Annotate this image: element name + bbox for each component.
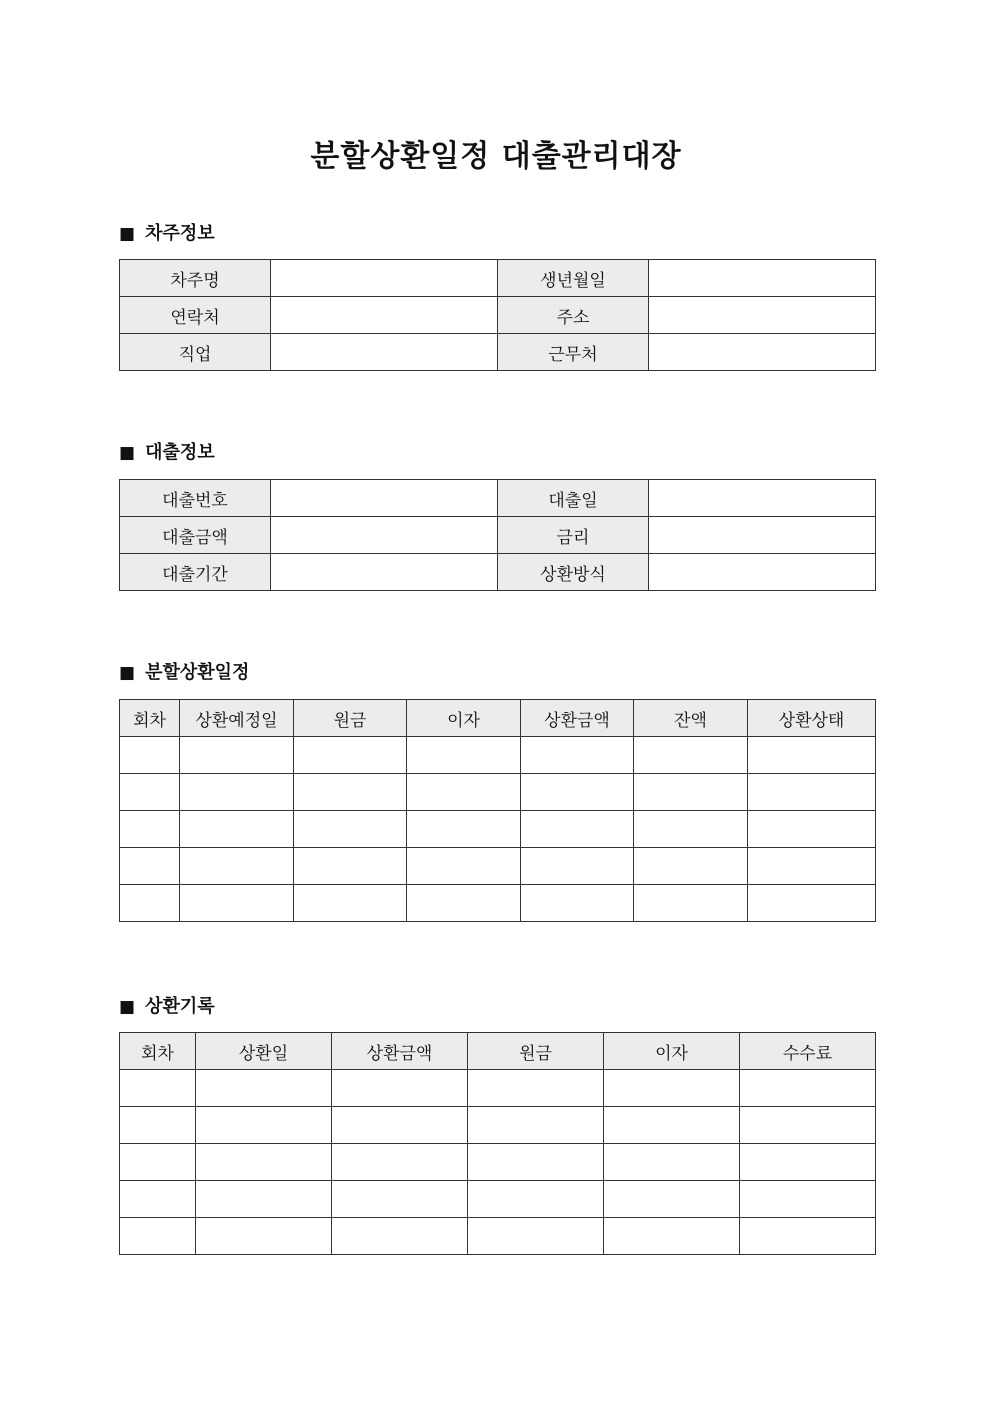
table-cell[interactable] xyxy=(634,737,748,774)
table-cell[interactable] xyxy=(521,885,634,922)
table-cell[interactable] xyxy=(120,848,180,885)
table-cell[interactable] xyxy=(521,848,634,885)
table-cell[interactable] xyxy=(604,1218,740,1255)
loan-info-table xyxy=(119,479,876,591)
table-cell[interactable] xyxy=(407,848,521,885)
field-value[interactable] xyxy=(649,260,876,297)
column-header: 이자 xyxy=(604,1033,740,1070)
table-row xyxy=(120,334,876,371)
table-cell[interactable] xyxy=(740,1107,876,1144)
section-heading-borrower xyxy=(119,222,215,246)
table-cell[interactable] xyxy=(294,885,407,922)
table-cell[interactable] xyxy=(407,774,521,811)
table-row xyxy=(120,811,876,848)
table-cell[interactable] xyxy=(332,1144,468,1181)
table-cell[interactable] xyxy=(740,1218,876,1255)
table-cell[interactable] xyxy=(604,1181,740,1218)
field-label: 대출일 xyxy=(498,480,649,517)
table-cell[interactable] xyxy=(521,774,634,811)
table-cell[interactable] xyxy=(468,1070,604,1107)
table-cell[interactable] xyxy=(634,811,748,848)
table-row xyxy=(120,1218,876,1255)
field-label: 연락처 xyxy=(120,297,271,334)
field-value[interactable] xyxy=(649,480,876,517)
table-cell[interactable] xyxy=(196,1181,332,1218)
table-cell[interactable] xyxy=(180,885,294,922)
section-heading-loan xyxy=(119,441,215,465)
table-row xyxy=(120,848,876,885)
table-row xyxy=(120,737,876,774)
table-cell[interactable] xyxy=(294,811,407,848)
table-cell[interactable] xyxy=(180,774,294,811)
section-heading-repayment xyxy=(119,995,215,1019)
table-cell[interactable] xyxy=(468,1107,604,1144)
table-cell[interactable] xyxy=(120,811,180,848)
field-label: 주소 xyxy=(498,297,649,334)
table-cell[interactable] xyxy=(332,1181,468,1218)
column-header: 수수료 xyxy=(740,1033,876,1070)
column-header: 회차 xyxy=(120,1033,196,1070)
table-row xyxy=(120,774,876,811)
table-cell[interactable] xyxy=(294,848,407,885)
table-cell[interactable] xyxy=(120,1107,196,1144)
table-cell[interactable] xyxy=(196,1218,332,1255)
section-heading-schedule xyxy=(119,661,249,685)
field-value[interactable] xyxy=(649,554,876,591)
field-value[interactable] xyxy=(649,334,876,371)
table-cell[interactable] xyxy=(120,1144,196,1181)
table-cell[interactable] xyxy=(120,774,180,811)
section-title: 분할상환일정 xyxy=(145,662,250,683)
table-row xyxy=(120,517,876,554)
table-cell[interactable] xyxy=(196,1144,332,1181)
table-cell[interactable] xyxy=(634,774,748,811)
table-cell[interactable] xyxy=(196,1107,332,1144)
field-value[interactable] xyxy=(649,517,876,554)
table-cell[interactable] xyxy=(120,885,180,922)
column-header: 이자 xyxy=(407,700,521,737)
field-value[interactable] xyxy=(271,297,498,334)
table-cell[interactable] xyxy=(468,1181,604,1218)
table-row xyxy=(120,1181,876,1218)
field-value[interactable] xyxy=(649,297,876,334)
square-bullet-icon: ■ xyxy=(119,997,136,1017)
table-cell[interactable] xyxy=(604,1070,740,1107)
field-label: 금리 xyxy=(498,517,649,554)
table-cell[interactable] xyxy=(634,885,748,922)
field-label: 대출번호 xyxy=(120,480,271,517)
table-cell[interactable] xyxy=(120,1070,196,1107)
table-row xyxy=(120,260,876,297)
field-value[interactable] xyxy=(271,517,498,554)
table-cell[interactable] xyxy=(196,1070,332,1107)
table-header-row xyxy=(120,1033,876,1070)
table-cell[interactable] xyxy=(740,1070,876,1107)
table-cell[interactable] xyxy=(120,737,180,774)
table-cell[interactable] xyxy=(180,811,294,848)
square-bullet-icon: ■ xyxy=(119,443,136,463)
table-cell[interactable] xyxy=(521,737,634,774)
table-cell[interactable] xyxy=(120,1181,196,1218)
table-row xyxy=(120,480,876,517)
table-cell[interactable] xyxy=(332,1218,468,1255)
column-header: 상환예정일 xyxy=(180,700,294,737)
table-cell[interactable] xyxy=(180,848,294,885)
table-row xyxy=(120,1107,876,1144)
table-cell[interactable] xyxy=(748,774,876,811)
field-value[interactable] xyxy=(271,554,498,591)
field-value[interactable] xyxy=(271,334,498,371)
table-cell[interactable] xyxy=(468,1144,604,1181)
table-cell[interactable] xyxy=(407,885,521,922)
table-cell[interactable] xyxy=(634,848,748,885)
table-cell[interactable] xyxy=(294,774,407,811)
table-cell[interactable] xyxy=(120,1218,196,1255)
table-cell[interactable] xyxy=(332,1070,468,1107)
borrower-info-table xyxy=(119,259,876,371)
square-bullet-icon: ■ xyxy=(119,663,136,683)
section-title: 차주정보 xyxy=(145,223,215,244)
section-title: 상환기록 xyxy=(145,996,215,1017)
section-title: 대출정보 xyxy=(145,442,215,463)
field-label: 대출기간 xyxy=(120,554,271,591)
table-cell[interactable] xyxy=(748,848,876,885)
field-value[interactable] xyxy=(271,480,498,517)
table-row xyxy=(120,554,876,591)
table-cell[interactable] xyxy=(740,1181,876,1218)
column-header: 상환일 xyxy=(196,1033,332,1070)
table-row xyxy=(120,1144,876,1181)
table-cell[interactable] xyxy=(740,1144,876,1181)
column-header: 원금 xyxy=(468,1033,604,1070)
column-header: 상환금액 xyxy=(521,700,634,737)
column-header: 원금 xyxy=(294,700,407,737)
table-cell[interactable] xyxy=(468,1218,604,1255)
table-cell[interactable] xyxy=(748,885,876,922)
table-cell[interactable] xyxy=(748,737,876,774)
table-cell[interactable] xyxy=(521,811,634,848)
field-value[interactable] xyxy=(271,260,498,297)
field-label: 상환방식 xyxy=(498,554,649,591)
table-row xyxy=(120,885,876,922)
column-header: 상환금액 xyxy=(332,1033,468,1070)
table-row xyxy=(120,1070,876,1107)
field-label: 생년월일 xyxy=(498,260,649,297)
square-bullet-icon: ■ xyxy=(119,224,136,244)
table-cell[interactable] xyxy=(407,737,521,774)
field-label: 대출금액 xyxy=(120,517,271,554)
table-cell[interactable] xyxy=(604,1144,740,1181)
table-cell[interactable] xyxy=(407,811,521,848)
table-row xyxy=(120,297,876,334)
column-header: 상환상태 xyxy=(748,700,876,737)
document-title: 분할상환일정 대출관리대장 xyxy=(310,139,682,174)
field-label: 차주명 xyxy=(120,260,271,297)
repayment-schedule-table xyxy=(119,699,876,922)
column-header: 잔액 xyxy=(634,700,748,737)
field-label: 근무처 xyxy=(498,334,649,371)
repayment-record-table xyxy=(119,1032,876,1255)
table-cell[interactable] xyxy=(332,1107,468,1144)
table-cell[interactable] xyxy=(180,737,294,774)
column-header: 회차 xyxy=(120,700,180,737)
table-cell[interactable] xyxy=(294,737,407,774)
table-cell[interactable] xyxy=(604,1107,740,1144)
table-header-row xyxy=(120,700,876,737)
field-label: 직업 xyxy=(120,334,271,371)
table-cell[interactable] xyxy=(748,811,876,848)
